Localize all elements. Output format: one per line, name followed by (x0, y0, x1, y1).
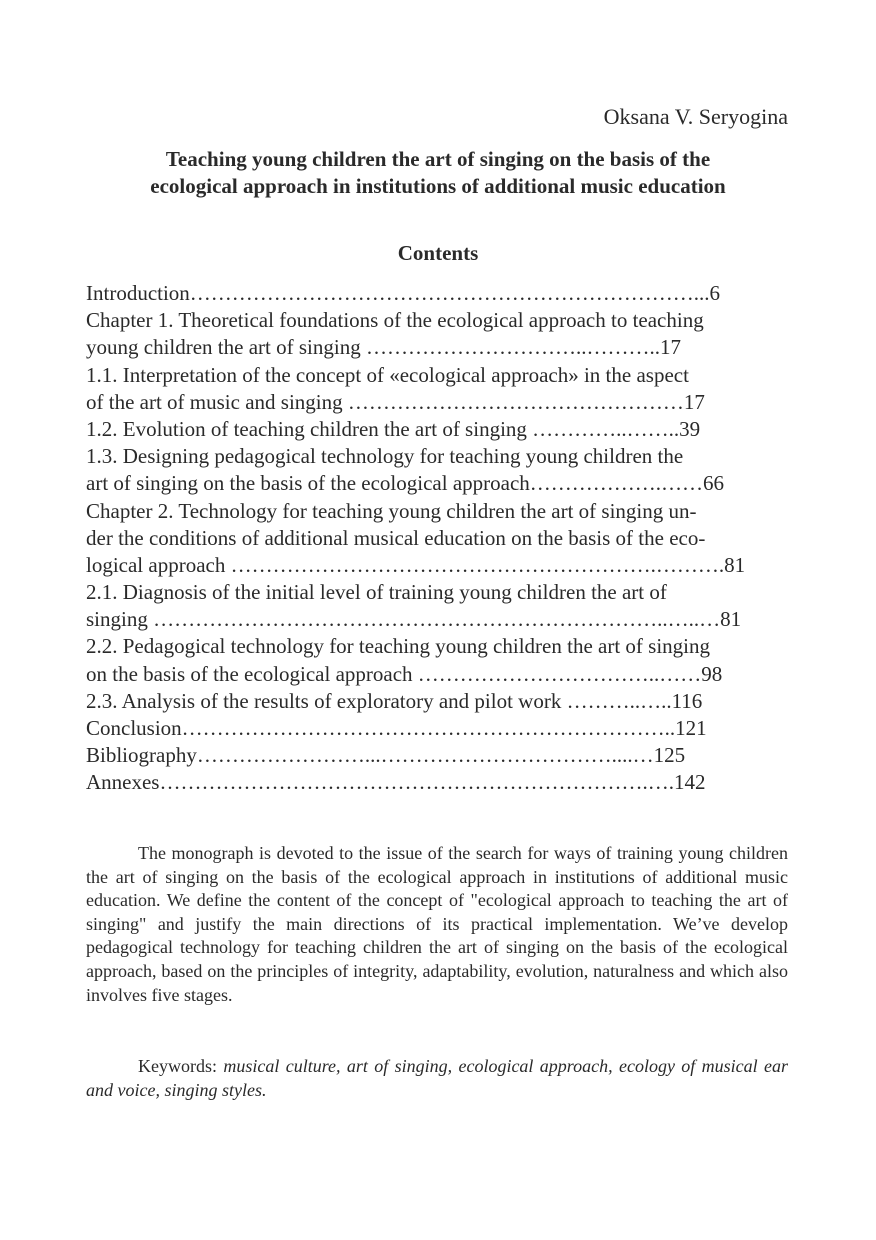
toc-line: Annexes…………………………………………………………….….142 (86, 770, 706, 795)
toc-line: 2.1. Diagnosis of the initial level of training young children the art of (86, 580, 667, 605)
toc-line: Conclusion……………………………………………………………..121 (86, 716, 707, 740)
abstract-paragraph: The monograph is devoted to the issue of the search for ways of training young children the art of singing on the basis of the ecological approach in institutions of additional music education. We define the content of the concept of "ecological approach to teaching the art of singing" and justify the main directions of its practical implementation. We’ve develop pedagogical technology for teaching children the art of singing on the basis of the ecological approach, based on the principles of integrity, adaptability, evolution, naturalness and which also involves five stages. (86, 843, 788, 1005)
toc-line: of the art of music and singing …………………………………………17 (86, 389, 705, 414)
toc-line: singing ………………………………………………………………..…..…81 (86, 607, 742, 632)
toc-line: Bibliography……………………...……………………………....…125 (86, 743, 686, 768)
toc-line: young children the art of singing …………………………..………..17 (86, 335, 681, 360)
toc-line: Introduction………………………………………………………………...6 (86, 281, 721, 305)
title-line-2: ecological approach in institutions of additional music education (150, 174, 726, 198)
toc-line: art of singing on the basis of the ecological approach……………….……66 (86, 471, 725, 496)
toc-line: Chapter 1. Theoretical foundations of the ecological approach to teaching (86, 308, 704, 333)
keywords-label: Keywords: (138, 1056, 217, 1076)
toc-line: on the basis of the ecological approach ……………………………..……98 (86, 661, 723, 686)
title-line-1: Teaching young children the art of singing on the basis of the (165, 147, 711, 171)
document-title (86, 146, 790, 200)
contents-heading: Contents (397, 241, 479, 265)
toc-line: 1.3. Designing pedagogical technology for teaching young children the (86, 444, 684, 469)
author-name: Oksana V. Seryogina (603, 104, 788, 129)
toc-line: 2.2. Pedagogical technology for teaching young children the art of singing (86, 634, 711, 659)
toc-line: der the conditions of additional musical education on the basis of the eco- (86, 525, 706, 550)
toc-line: 1.2. Evolution of teaching children the art of singing …………..……..39 (86, 416, 701, 441)
table-of-contents (86, 280, 790, 797)
keywords-paragraph (86, 1054, 788, 1102)
toc-line: logical approach …………………………………………………….……….81 (86, 552, 746, 577)
toc-line: 2.3. Analysis of the results of exploratory and pilot work ………..…..116 (86, 688, 703, 713)
toc-line: Chapter 2. Technology for teaching young children the art of singing un- (86, 498, 697, 523)
keywords-terms: musical culture, art of singing, ecological approach, ecology of musical ear and voice, singing styles. (86, 1056, 788, 1100)
toc-line: 1.1. Interpretation of the concept of «ecological approach» in the aspect (86, 362, 689, 387)
